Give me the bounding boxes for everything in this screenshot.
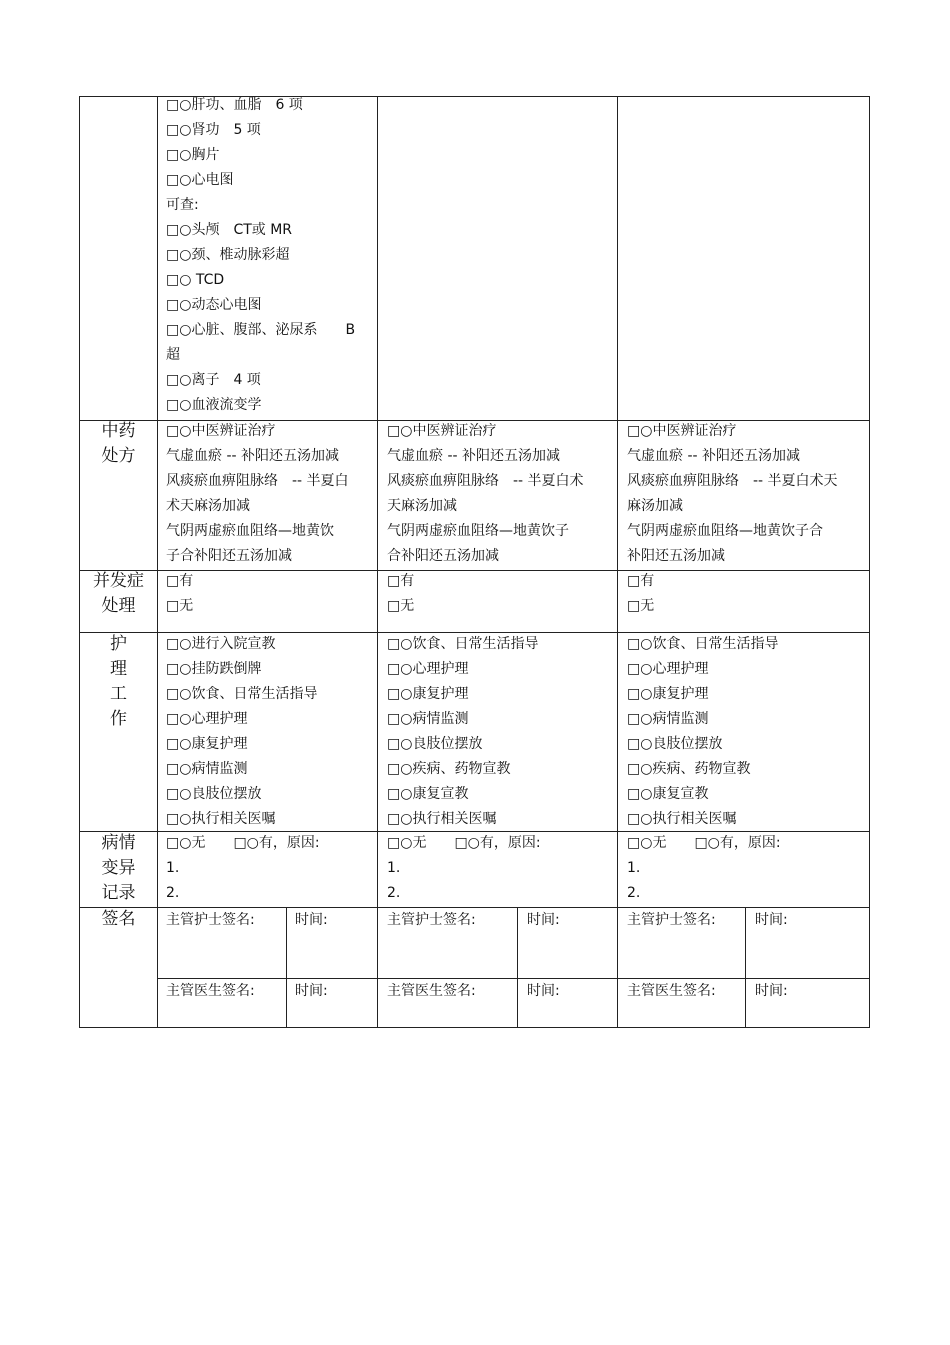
doctor-time-label[interactable]: 时间: bbox=[295, 983, 328, 999]
row-label-line: 作 bbox=[110, 709, 127, 729]
row-label-line: 记录 bbox=[101, 883, 136, 903]
nursing-item[interactable]: □○良肢位摆放 bbox=[627, 736, 723, 752]
nursing-item[interactable]: □○饮食、日常生活指导 bbox=[387, 636, 539, 652]
variance-checkbox-row[interactable]: □○无 □○有，原因: bbox=[166, 835, 320, 851]
variance-reason-line[interactable]: 2. bbox=[166, 885, 180, 901]
nurse-time-label[interactable]: 时间: bbox=[295, 912, 328, 928]
nursing-item[interactable]: □○心理护理 bbox=[166, 711, 248, 727]
nursing-item[interactable]: □○饮食、日常生活指导 bbox=[166, 686, 318, 702]
exam-item[interactable]: □○心电图 bbox=[166, 172, 234, 188]
nursing-row-label bbox=[80, 632, 157, 732]
tcm-row-label bbox=[80, 419, 157, 469]
nursing-col1 bbox=[166, 632, 374, 832]
exam-item[interactable]: □○颈、椎动脉彩超 bbox=[166, 247, 290, 263]
clinical-pathway-form bbox=[79, 96, 870, 1028]
row-label-line: 并发症 bbox=[93, 571, 144, 591]
tcm-option: 天麻汤加减 bbox=[387, 498, 457, 514]
nursing-item[interactable]: □○执行相关医嘱 bbox=[387, 811, 497, 827]
nursing-item[interactable]: □○病情监测 bbox=[627, 711, 709, 727]
variance-checkbox-row[interactable]: □○无 □○有，原因: bbox=[627, 835, 781, 851]
nursing-item[interactable]: □○心理护理 bbox=[387, 661, 469, 677]
column-divider bbox=[286, 907, 287, 1028]
row-label-line: 工 bbox=[110, 684, 127, 704]
exam-item[interactable]: □○血液流变学 bbox=[166, 397, 262, 413]
nurse-signature-label[interactable]: 主管护士签名: bbox=[627, 912, 716, 928]
nurse-time-label[interactable]: 时间: bbox=[527, 912, 560, 928]
nursing-item[interactable]: □○良肢位摆放 bbox=[387, 736, 483, 752]
complications-col2 bbox=[387, 569, 587, 619]
tcm-option: 气虚血瘀 -- 补阳还五汤加减 bbox=[166, 448, 340, 464]
row-label-line: 病情 bbox=[101, 833, 136, 853]
variance-reason-line[interactable]: 2. bbox=[627, 885, 641, 901]
tcm-checkbox[interactable]: □○中医辨证治疗 bbox=[627, 423, 737, 439]
complication-yes-checkbox[interactable]: □有 bbox=[166, 573, 194, 589]
nursing-item[interactable]: □○进行入院宣教 bbox=[166, 636, 276, 652]
tcm-option: 风痰瘀血痹阻脉络 -- 半夏白术天 bbox=[627, 473, 838, 489]
complication-no-checkbox[interactable]: □无 bbox=[387, 598, 415, 614]
tcm-option: 风痰瘀血痹阻脉络 -- 半夏白 bbox=[166, 473, 349, 489]
column-divider bbox=[517, 907, 518, 1028]
nursing-col2 bbox=[387, 632, 615, 832]
nursing-item[interactable]: □○执行相关医嘱 bbox=[166, 811, 276, 827]
exam-item[interactable]: □○动态心电图 bbox=[166, 297, 262, 313]
complications-col3 bbox=[627, 569, 827, 619]
complication-yes-checkbox[interactable]: □有 bbox=[387, 573, 415, 589]
nursing-item[interactable]: □○康复宣教 bbox=[387, 786, 469, 802]
exam-list-col1 bbox=[166, 93, 372, 418]
tcm-option: 气阴两虚瘀血阻络—地黄饮子合 bbox=[627, 523, 823, 539]
tcm-option: 术天麻汤加减 bbox=[166, 498, 250, 514]
nurse-signature-label[interactable]: 主管护士签名: bbox=[166, 912, 255, 928]
nursing-item[interactable]: □○康复护理 bbox=[166, 736, 248, 752]
column-divider bbox=[157, 97, 158, 1028]
variance-reason-line[interactable]: 1. bbox=[166, 860, 180, 876]
nursing-item[interactable]: □○饮食、日常生活指导 bbox=[627, 636, 779, 652]
nurse-signature-label[interactable]: 主管护士签名: bbox=[387, 912, 476, 928]
nursing-item[interactable]: □○康复护理 bbox=[387, 686, 469, 702]
nursing-col3 bbox=[627, 632, 867, 832]
row-label-line: 护 bbox=[110, 634, 127, 654]
complications-row-label bbox=[80, 569, 157, 619]
nursing-item[interactable]: □○挂防跌倒牌 bbox=[166, 661, 262, 677]
row-label-line: 中药 bbox=[101, 421, 136, 441]
row-divider bbox=[80, 907, 869, 908]
nursing-item[interactable]: □○疾病、药物宣教 bbox=[627, 761, 751, 777]
complication-no-checkbox[interactable]: □无 bbox=[627, 598, 655, 614]
tcm-option: 麻汤加减 bbox=[627, 498, 683, 514]
tcm-option: 气阴两虚瘀血阻络—地黄饮 bbox=[166, 523, 334, 539]
tcm-option: 补阳还五汤加减 bbox=[627, 548, 725, 564]
nursing-item[interactable]: □○康复护理 bbox=[627, 686, 709, 702]
tcm-option: 气虚血瘀 -- 补阳还五汤加减 bbox=[627, 448, 801, 464]
doctor-time-label[interactable]: 时间: bbox=[527, 983, 560, 999]
tcm-option: 气虚血瘀 -- 补阳还五汤加减 bbox=[387, 448, 561, 464]
row-label-line: 处方 bbox=[101, 446, 136, 466]
variance-row-label bbox=[80, 831, 157, 906]
variance-reason-line[interactable]: 2. bbox=[387, 885, 401, 901]
variance-reason-line[interactable]: 1. bbox=[387, 860, 401, 876]
variance-checkbox-row[interactable]: □○无 □○有，原因: bbox=[387, 835, 541, 851]
complication-no-checkbox[interactable]: □无 bbox=[166, 598, 194, 614]
tcm-option: 风痰瘀血痹阻脉络 -- 半夏白术 bbox=[387, 473, 584, 489]
column-divider bbox=[745, 907, 746, 1028]
tcm-option: 子合补阳还五汤加减 bbox=[166, 548, 292, 564]
exam-item[interactable]: □○离子 4 项 bbox=[166, 372, 261, 388]
tcm-col2 bbox=[387, 419, 615, 569]
nursing-item[interactable]: □○良肢位摆放 bbox=[166, 786, 262, 802]
row-label-line: 处理 bbox=[101, 596, 136, 616]
nursing-item[interactable]: □○心理护理 bbox=[627, 661, 709, 677]
doctor-time-label[interactable]: 时间: bbox=[755, 983, 788, 999]
exam-item[interactable]: □○胸片 bbox=[166, 147, 220, 163]
column-divider bbox=[377, 97, 378, 1028]
signature-row-label bbox=[80, 907, 157, 932]
variance-col1 bbox=[166, 831, 374, 906]
tcm-checkbox[interactable]: □○中医辨证治疗 bbox=[166, 423, 276, 439]
nurse-time-label[interactable]: 时间: bbox=[755, 912, 788, 928]
exam-item[interactable]: □○心脏、腹部、泌尿系 B bbox=[166, 322, 356, 338]
doctor-signature-label[interactable]: 主管医生签名: bbox=[166, 983, 255, 999]
exam-optional-label: 可查: bbox=[166, 197, 199, 213]
nursing-item[interactable]: □○病情监测 bbox=[166, 761, 248, 777]
exam-item[interactable]: □○肾功 5 项 bbox=[166, 122, 261, 138]
nursing-item[interactable]: □○疾病、药物宣教 bbox=[387, 761, 511, 777]
tcm-col1 bbox=[166, 419, 374, 569]
tcm-col3 bbox=[627, 419, 867, 569]
complications-col1 bbox=[166, 569, 366, 619]
row-label-line: 理 bbox=[110, 659, 127, 679]
column-divider bbox=[617, 97, 618, 1028]
row-divider bbox=[157, 978, 869, 979]
nursing-item[interactable]: □○病情监测 bbox=[387, 711, 469, 727]
exam-item-continuation: 超 bbox=[166, 347, 180, 363]
exam-item[interactable]: □○头颅 CT或 MR bbox=[166, 222, 293, 238]
variance-col2 bbox=[387, 831, 615, 906]
row-label-line: 签名 bbox=[101, 909, 136, 929]
exam-item[interactable]: □○肝功、血脂 6 项 bbox=[166, 97, 303, 113]
doctor-signature-label[interactable]: 主管医生签名: bbox=[627, 983, 716, 999]
variance-col3 bbox=[627, 831, 867, 906]
row-label-line: 变异 bbox=[101, 858, 136, 878]
nursing-item[interactable]: □○康复宣教 bbox=[627, 786, 709, 802]
tcm-checkbox[interactable]: □○中医辨证治疗 bbox=[387, 423, 497, 439]
tcm-option: 合补阳还五汤加减 bbox=[387, 548, 499, 564]
complication-yes-checkbox[interactable]: □有 bbox=[627, 573, 655, 589]
variance-reason-line[interactable]: 1. bbox=[627, 860, 641, 876]
doctor-signature-label[interactable]: 主管医生签名: bbox=[387, 983, 476, 999]
exam-item[interactable]: □○ TCD bbox=[166, 272, 225, 288]
tcm-option: 气阴两虚瘀血阻络—地黄饮子 bbox=[387, 523, 569, 539]
nursing-item[interactable]: □○执行相关医嘱 bbox=[627, 811, 737, 827]
